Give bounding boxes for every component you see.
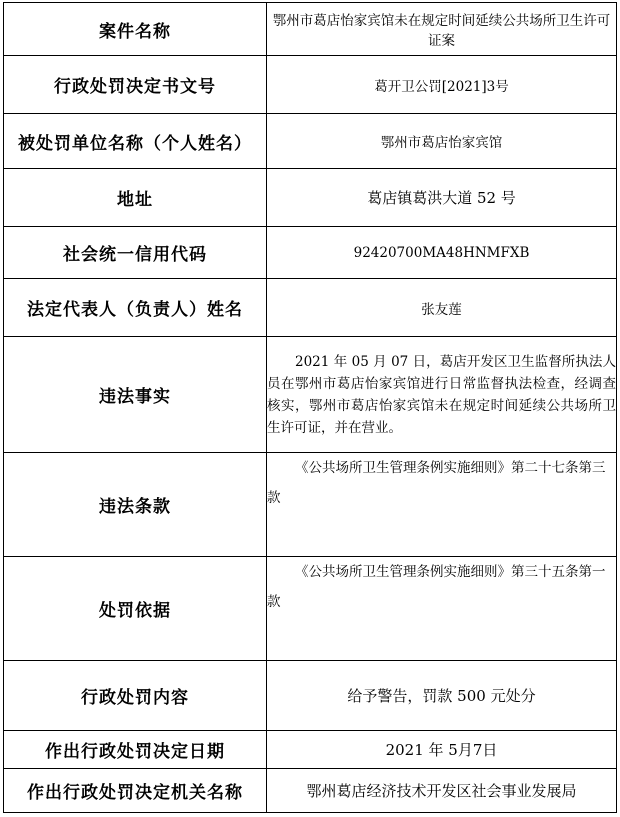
credit-code-value: 92420700MA48HNMFXB xyxy=(267,227,617,279)
penalty-disclosure-table xyxy=(3,2,617,813)
decision-date-value: 2021 年 5月7日 xyxy=(267,731,617,769)
row-label-credit-code: 社会统一信用代码 xyxy=(4,227,267,279)
row-label-address: 地址 xyxy=(4,169,267,227)
row-label-decision-number: 行政处罚决定书文号 xyxy=(4,56,267,114)
row-label-violated-clause: 违法条款 xyxy=(4,453,267,557)
row-label-penalty-basis: 处罚依据 xyxy=(4,557,267,661)
table-row xyxy=(4,56,617,114)
table-row xyxy=(4,227,617,279)
decision-number-value: 葛开卫公罚[2021]3号 xyxy=(267,56,617,114)
penalty-basis-value xyxy=(267,557,617,661)
row-label-violation-facts: 违法事实 xyxy=(4,337,267,453)
table-row xyxy=(4,453,617,557)
table-row xyxy=(4,557,617,661)
row-label-legal-representative: 法定代表人（负责人）姓名 xyxy=(4,279,267,337)
table-row xyxy=(4,337,617,453)
table-row xyxy=(4,661,617,731)
legal-representative-value: 张友莲 xyxy=(267,279,617,337)
violated-clause-text: 《公共场所卫生管理条例实施细则》第二十七条第三款 xyxy=(267,460,606,506)
table-row xyxy=(4,769,617,813)
table-row xyxy=(4,169,617,227)
penalty-content-value: 给予警告，罚款 500 元处分 xyxy=(267,661,617,731)
table-row xyxy=(4,279,617,337)
penalized-entity-value: 鄂州市葛店怡家宾馆 xyxy=(267,114,617,169)
table-row xyxy=(4,114,617,169)
row-label-penalized-entity: 被处罚单位名称（个人姓名） xyxy=(4,114,267,169)
violation-facts-value xyxy=(267,337,617,453)
row-label-decision-date: 作出行政处罚决定日期 xyxy=(4,731,267,769)
row-label-penalty-content: 行政处罚内容 xyxy=(4,661,267,731)
table-row xyxy=(4,731,617,769)
violation-facts-text: 2021 年 05 月 07 日，葛店开发区卫生监督所执法人员在鄂州市葛店怡家宾馆进行日常监督执法检查，经调查核实，鄂州市葛店怡家宾馆未在规定时间延续公共场所卫生许可证，并在营业。 xyxy=(267,353,616,436)
decision-authority-value: 鄂州葛店经济技术开发区社会事业发展局 xyxy=(267,769,617,813)
penalty-basis-text: 《公共场所卫生管理条例实施细则》第三十五条第一款 xyxy=(267,564,606,610)
row-label-case-name: 案件名称 xyxy=(4,3,267,56)
row-label-decision-authority: 作出行政处罚决定机关名称 xyxy=(4,769,267,813)
case-name-value: 鄂州市葛店怡家宾馆未在规定时间延续公共场所卫生许可证案 xyxy=(267,3,617,56)
violated-clause-value xyxy=(267,453,617,557)
table-row xyxy=(4,3,617,56)
address-value: 葛店镇葛洪大道 52 号 xyxy=(267,169,617,227)
